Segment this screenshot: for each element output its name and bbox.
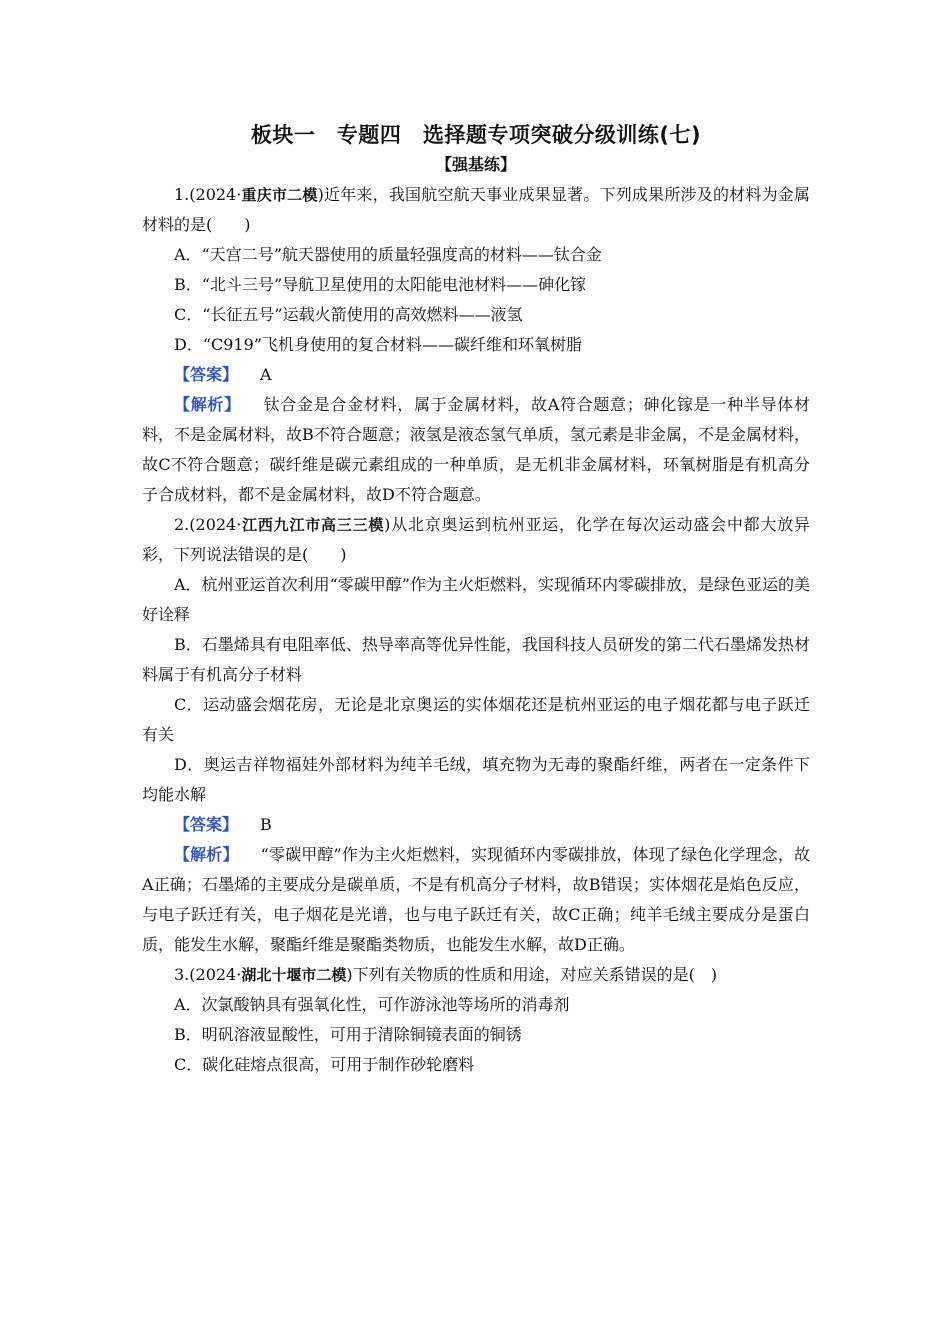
answer-tag: 【答案】: [174, 815, 239, 834]
question-number: 3.: [174, 965, 190, 984]
section-heading: 【强基练】: [435, 155, 516, 174]
question-text: 近年来，我国航空航天事业成果显著。下列成果所涉及的材料为金属材料的是( ): [142, 185, 810, 234]
page-title: 板块一 专题四 选择题专项突破分级训练(七): [250, 123, 702, 147]
option-a: A．次氯酸钠具有强氧化性，可作游泳池等场所的消毒剂: [174, 995, 570, 1014]
question-source: 重庆市二模: [241, 186, 318, 204]
question-number: 1.: [174, 185, 190, 204]
option-a: A．杭州亚运首次利用“零碳甲醇”作为主火炬燃料，实现循环内零碳排放，是绿色亚运的美好诠释: [142, 575, 810, 624]
option-c: C．碳化硅熔点很高，可用于制作砂轮磨料: [174, 1055, 475, 1074]
question-stem: 1.(2024·重庆市二模)近年来，我国航空航天事业成果显著。下列成果所涉及的材料为金属材料的是( ): [142, 185, 810, 234]
answer-line: [142, 360, 810, 390]
option-c: C．“长征五号”运载火箭使用的高效燃料——液氢: [174, 305, 523, 324]
document-page: [142, 118, 810, 1080]
question-3: [142, 960, 810, 1080]
option-a: A．“天宫二号”航天器使用的质量轻强度高的材料——钛合金: [174, 245, 602, 264]
answer-value: B: [260, 815, 272, 834]
explanation-text: 钛合金是合金材料，属于金属材料，故A符合题意；砷化镓是一种半导体材料，不是金属材料，故B不符合题意；液氢是液态氢气单质，氢元素是非金属，不是金属材料，故C不符合题意；碳纤维是碳元素组成的一种单质，是无机非金属材料，环氧树脂是有机高分子合成材料，都不是金属材料，故D不符合题意。: [142, 395, 810, 504]
answer-tag: 【答案】: [174, 365, 239, 384]
option-b: B．石墨烯具有电阻率低、热导率高等优异性能，我国科技人员研发的第二代石墨烯发热材料属于有机高分子材料: [142, 635, 810, 684]
question-stem: 3.(2024·湖北十堰市二模)下列有关物质的性质和用途，对应关系错误的是( ): [174, 965, 718, 984]
option-d: D．“C919”飞机身使用的复合材料——碳纤维和环氧树脂: [174, 335, 582, 354]
explanation-tag: 【解析】: [174, 845, 239, 864]
question-source: 湖北十堰市二模: [241, 966, 347, 984]
explanation-text: “零碳甲醇”作为主火炬燃料，实现循环内零碳排放，体现了绿色化学理念，故A正确；石墨烯的主要成分是碳单质，不是有机高分子材料，故B错误；实体烟花是焰色反应，与电子跃迁有关，电子烟花是光谱，也与电子跃迁有关，故C正确；纯羊毛绒主要成分是蛋白质，能发生水解，聚酯纤维是聚酯类物质，也能发生水解，故D正确。: [142, 845, 810, 954]
explanation: [142, 840, 810, 960]
question-text: 从北京奥运到杭州亚运，化学在每次运动盛会中都大放异彩，下列说法错误的是( ): [142, 515, 810, 564]
option-b: B．“北斗三号”导航卫星使用的太阳能电池材料——砷化镓: [174, 275, 587, 294]
explanation-tag: 【解析】: [174, 395, 241, 414]
option-d: D．奥运吉祥物福娃外部材料为纯羊毛绒，填充物为无毒的聚酯纤维，两者在一定条件下均能水解: [142, 755, 810, 804]
answer-value: A: [260, 365, 272, 384]
question-stem: 2.(2024·江西九江市高三三模)从北京奥运到杭州亚运，化学在每次运动盛会中都大放异彩，下列说法错误的是( ): [142, 515, 810, 564]
option-c: C．运动盛会烟花房，无论是北京奥运的实体烟花还是杭州亚运的电子烟花都与电子跃迁有关: [142, 695, 810, 744]
question-1: [142, 180, 810, 510]
option-b: B．明矾溶液显酸性，可用于清除铜镜表面的铜锈: [174, 1025, 522, 1044]
question-2: [142, 510, 810, 960]
question-source: 江西九江市高三三模: [241, 516, 385, 534]
answer-line: [142, 810, 810, 840]
question-text: 下列有关物质的性质和用途，对应关系错误的是( ): [352, 965, 718, 984]
question-number: 2.: [174, 515, 190, 534]
explanation: [142, 390, 810, 510]
